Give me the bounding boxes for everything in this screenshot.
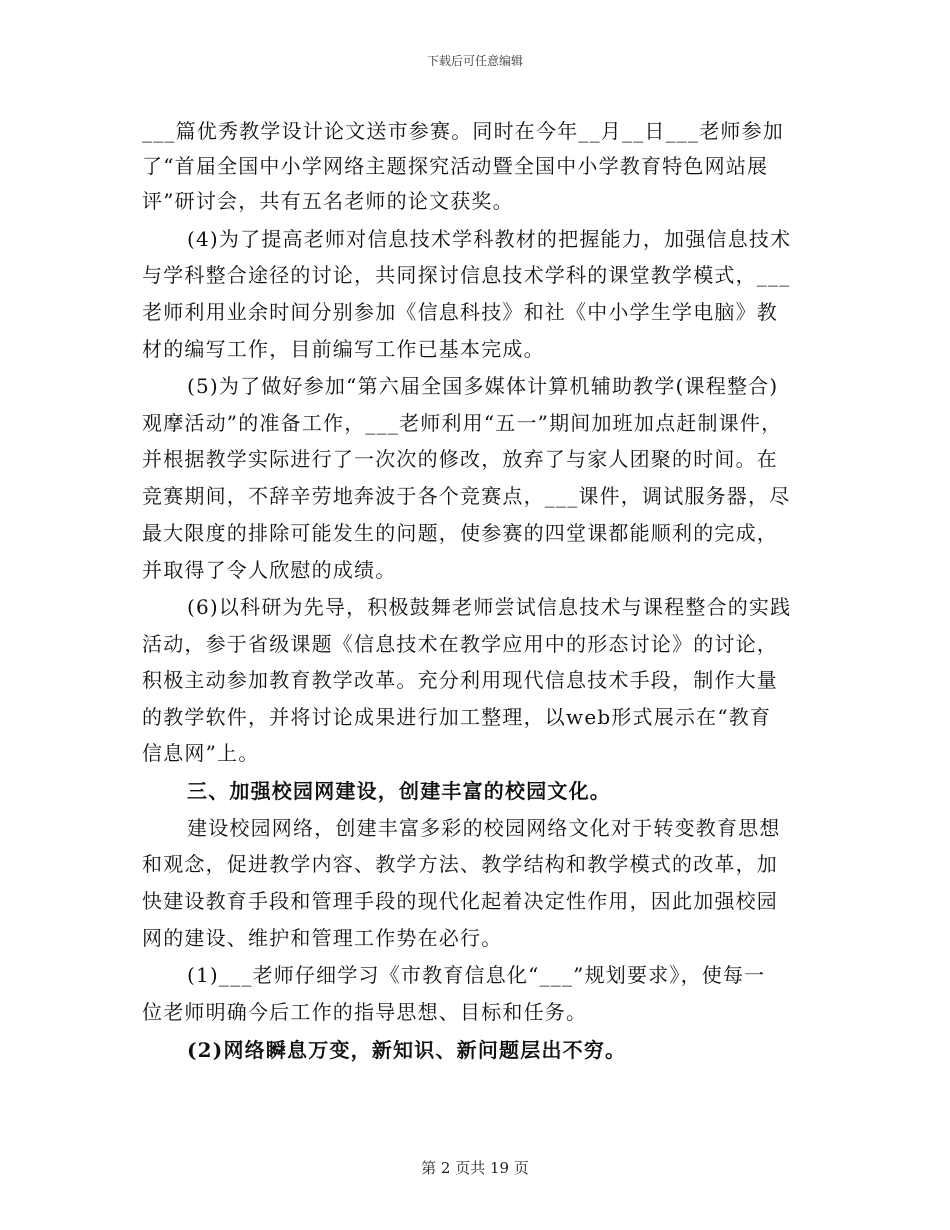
paragraph-5-start: (5)为了做好参加“第六届全国多媒体计算机辅助教学(课程整合)	[187, 374, 779, 398]
text-line: 活动，参于省级课题《信息技术在教学应用中的形态讨论》的讨论，	[142, 632, 778, 656]
text-line: 信息网”上。	[142, 741, 260, 765]
text-line: 网的建设、维护和管理工作势在必行。	[142, 926, 503, 950]
text-line: 与学科整合途径的讨论，共同探讨信息技术学科的课堂教学模式，___	[142, 263, 791, 287]
text-line: 积极主动参加教育教学改革。充分利用现代信息技术手段，制作大量	[142, 668, 778, 692]
page-header: 下载后可任意编辑	[426, 54, 523, 68]
paragraph-4-start: (4)为了提高老师对信息技术学科教材的把握能力，加强信息技术	[187, 227, 792, 251]
text-line: 老师利用业余时间分别参加《信息科技》和社《中小学生学电脑》教	[142, 300, 778, 324]
text-line: 最大限度的排除可能发生的问题，使参赛的四堂课都能顺利的完成，	[142, 521, 778, 545]
text-line: 观摩活动”的准备工作，___老师利用“五一”期间加班加点赶制课件，	[142, 411, 783, 435]
section-heading: 三、加强校园网建设，创建丰富的校园文化。	[187, 779, 611, 803]
paragraph-6-start: (6)以科研为先导，积极鼓舞老师尝试信息技术与课程整合的实践	[187, 595, 792, 619]
section-paragraph-start: 建设校园网络，创建丰富多彩的校园网络文化对于转变教育思想	[187, 816, 781, 840]
text-line: ___篇优秀教学设计论文送市参赛。同时在今年__月__日___老师参加	[142, 119, 784, 143]
page-footer: 第 2 页共 19 页	[421, 1159, 529, 1177]
text-line: 的教学软件，并将讨论成果进行加工整理，以web形式展示在“教育	[142, 705, 772, 729]
text-line: 材的编写工作，目前编写工作已基本完成。	[142, 337, 545, 361]
text-line: 并根据教学实际进行了一次次的修改，放弃了与家人团聚的时间。在	[142, 447, 778, 471]
text-line: 了“首届全国中小学网络主题探究活动暨全国中小学教育特色网站展	[142, 154, 769, 178]
item-1-start: (1)___老师仔细学习《市教育信息化“___”规划要求》，使每一	[187, 963, 766, 987]
text-line: 竞赛期间，不辞辛劳地奔波于各个竞赛点，___课件，调试服务器，尽	[142, 484, 791, 508]
text-line: 快建设教育手段和管理手段的现代化起着决定性作用，因此加强校园	[142, 889, 778, 913]
item-2-heading: (2)网络瞬息万变，新知识、新问题层出不穷。	[187, 1038, 627, 1062]
text-line: 和观念，促进教学内容、教学方法、教学结构和教学模式的改革，加	[142, 852, 778, 876]
text-line: 位老师明确今后工作的指导思想、目标和任务。	[142, 1000, 588, 1024]
text-line: 评”研讨会，共有五名老师的论文获奖。	[142, 189, 514, 213]
text-line: 并取得了令人欣慰的成绩。	[142, 558, 397, 582]
